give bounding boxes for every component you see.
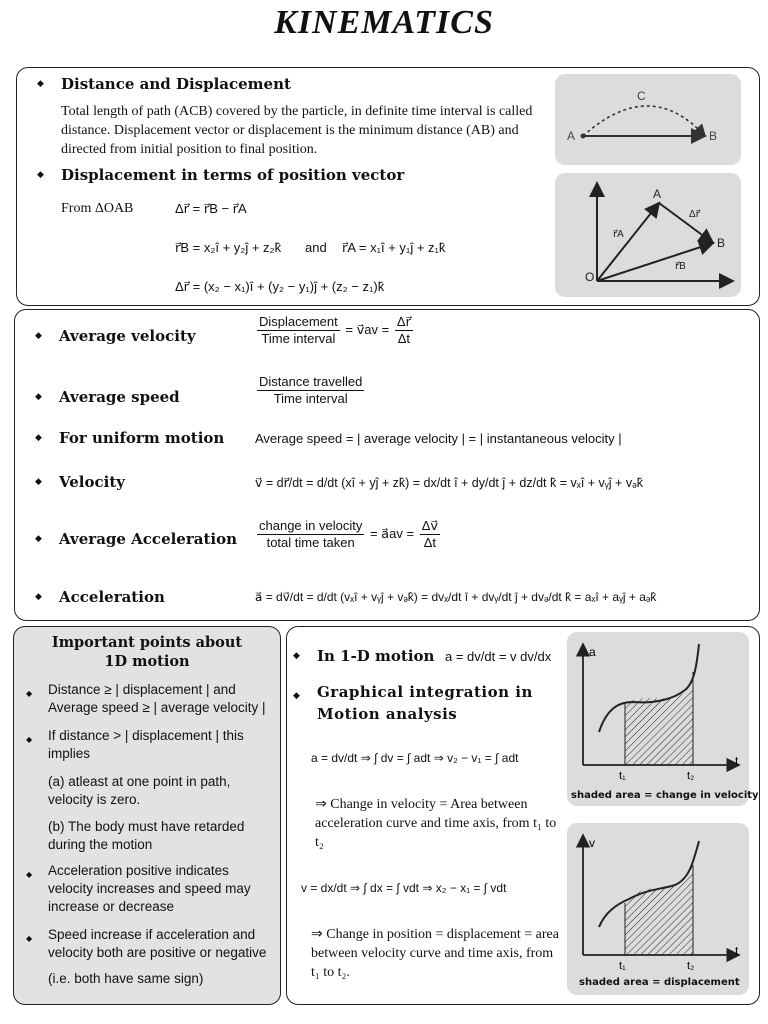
distance-definition-text: Total length of path (ACB) covered by the particle, in definite time interval is called distance. Displacement vector or displacement is the minimum distance (AB) and directed from initial position to final position. xyxy=(61,104,533,157)
eq-r-a: r⃗A = x₁î + y₁ĵ + z₁k̂ xyxy=(342,240,446,255)
graph-acceleration-time xyxy=(567,632,759,806)
label-c: C xyxy=(637,89,646,103)
diagram-position-vectors xyxy=(555,173,741,297)
eq-r-b: r⃗B = x₂î + y₂ĵ + z₂k̂ xyxy=(175,240,282,255)
point-same-sign: (i.e. both have same sign) xyxy=(48,971,204,986)
label-delta-r: Δr⃗ xyxy=(689,209,700,220)
point-speed-increase: ◆ Speed increase if acceleration and velocity both are positive or negative xyxy=(48,926,272,962)
frac-den-time: Time interval xyxy=(273,391,348,406)
heading-graphical-integration: ◆ Graphical integration in Motion analysis xyxy=(317,681,557,725)
t-axis-label-2: t xyxy=(735,944,739,958)
text-change-in-position: ⇒ Change in position = displacement = area between velocity curve and time axis, from t₁ to t₂. xyxy=(311,927,559,980)
frac-den-delta-t2: Δt xyxy=(423,535,437,550)
t2-label: t₂ xyxy=(687,770,695,782)
frac-num-distance: Distance travelled xyxy=(259,374,363,389)
eq-delta-r: Δr⃗ = r⃗B − r⃗A xyxy=(175,201,247,216)
from-oab-label: From ΔOAB xyxy=(61,201,134,216)
diagram-path-acb xyxy=(555,74,741,165)
important-points-heading xyxy=(14,633,280,671)
point-distance: ◆ Distance ≥ | displacement | and Average speed ≥ | average velocity | xyxy=(48,681,272,717)
label-r-b: r⃗B xyxy=(675,261,686,272)
eq-1d-motion: a = dv/dt = v dv/dx xyxy=(445,649,552,664)
label-average-speed: ◆ Average speed xyxy=(59,388,180,406)
eq-uniform-motion: Average speed = | average velocity | = | instantaneous velocity | xyxy=(255,431,622,446)
point-a xyxy=(581,134,586,139)
curved-path-acb xyxy=(583,106,705,136)
eq-integration-acceleration: a = dv/dt ⇒ ∫ dv = ∫ adt ⇒ v₂ − v₁ = ∫ adt xyxy=(311,751,519,765)
eq-acceleration: a⃗ = dv⃗/dt = d/dt (vₓî + vᵧĵ + vₔk̂) = dvₓ/dt î + dvᵧ/dt ĵ + dvₔ/dt k̂ = aₓî + aᵧĵ + aₔk̂ xyxy=(255,590,657,604)
section-distance-displacement xyxy=(16,67,760,306)
label-r-a: r⃗A xyxy=(613,229,624,240)
caption-change-in-velocity: shaded area = change in velocity xyxy=(571,790,759,801)
t1-label-2: t₁ xyxy=(619,960,626,972)
section-important-points xyxy=(13,626,281,1005)
label-average-acceleration: ◆ Average Acceleration xyxy=(59,530,237,548)
text-change-in-velocity: ⇒ Change in velocity = Area between acceleration curve and time axis, from t₁ to t₂ xyxy=(315,797,557,850)
a-axis-label: a xyxy=(589,645,596,659)
heading-distance-displacement: ◆ Distance and Displacement xyxy=(61,75,291,93)
frac-den-time-interval: Time interval xyxy=(261,331,336,346)
eq-delta-r-components: Δr⃗ = (x₂ − x₁)î + (y₂ − y₁)ĵ + (z₂ − z₁)k̂ xyxy=(175,279,385,294)
frac-den-delta-t: Δt xyxy=(397,331,411,346)
label-vec-a: A xyxy=(653,187,662,201)
point-atleast: (a) atleast at one point in path, velocity is zero. xyxy=(48,774,231,807)
v-t-graph-svg xyxy=(567,823,749,995)
heading-position-vector: ◆ Displacement in terms of position vector xyxy=(61,166,404,184)
label-a: A xyxy=(567,129,576,143)
t1-label: t₁ xyxy=(619,770,626,782)
frac-num-delta-v: Δv⃗ xyxy=(421,518,439,533)
eq-integration-velocity: v = dx/dt ⇒ ∫ dx = ∫ vdt ⇒ x₂ − x₁ = ∫ vdt xyxy=(301,881,507,895)
page-title: KINEMATICS xyxy=(274,4,494,41)
path-acb-svg xyxy=(555,74,741,165)
eq-average-acceleration xyxy=(255,518,442,551)
label-o: O xyxy=(585,270,595,284)
heading-line1: Important points about xyxy=(51,634,243,651)
a-t-graph-svg xyxy=(567,632,749,806)
frac-num-change-velocity: change in velocity xyxy=(259,518,363,533)
heading-line2: 1D motion xyxy=(104,653,190,670)
and-label: and xyxy=(305,240,327,255)
caption-displacement: shaded area = displacement xyxy=(579,977,740,988)
frac-den-total-time: total time taken xyxy=(266,535,355,550)
section-1d-motion xyxy=(286,626,760,1005)
point-if-distance: ◆ If distance > | displacement | this implies xyxy=(48,727,272,763)
eq-velocity: v⃗ = dr⃗/dt = d/dt (xî + yĵ + zk̂) = dx/dt î + dy/dt ĵ + dz/dt k̂ = vₓî + vᵧĵ + vₔk̂ xyxy=(255,476,643,490)
frac-num-displacement: Displacement xyxy=(259,314,338,329)
graph-velocity-time xyxy=(567,823,749,995)
position-vectors-svg xyxy=(555,173,741,297)
t-axis-label: t xyxy=(735,754,739,768)
section-velocity-acceleration xyxy=(14,309,760,621)
vector-r-b xyxy=(597,243,713,281)
label-acceleration: ◆ Acceleration xyxy=(59,588,165,606)
eq-average-velocity xyxy=(255,314,415,347)
point-retarded: (b) The body must have retarded during the motion xyxy=(48,819,245,852)
t2-label-2: t₂ xyxy=(687,960,695,972)
vector-r-a xyxy=(597,203,659,281)
frac-num-delta-r: Δr⃗ xyxy=(396,314,411,329)
point-acceleration-positive: ◆ Acceleration positive indicates velocity increases and speed may increase or decrease xyxy=(48,862,272,916)
label-vec-b: B xyxy=(717,236,726,250)
label-1d-motion: ◆ In 1-D motion xyxy=(317,647,434,665)
eq-average-speed xyxy=(255,374,366,407)
eq-vav: = v⃗av = xyxy=(345,321,390,337)
label-b: B xyxy=(709,129,718,143)
vector-delta-r xyxy=(659,203,713,243)
label-average-velocity: ◆ Average velocity xyxy=(59,327,196,345)
label-uniform-motion: ◆ For uniform motion xyxy=(59,429,224,447)
v-axis-label: v xyxy=(589,836,595,850)
eq-aav: = a⃗av = xyxy=(369,525,415,541)
shaded-area-change-velocity xyxy=(625,672,694,765)
label-velocity: ◆ Velocity xyxy=(59,473,125,491)
